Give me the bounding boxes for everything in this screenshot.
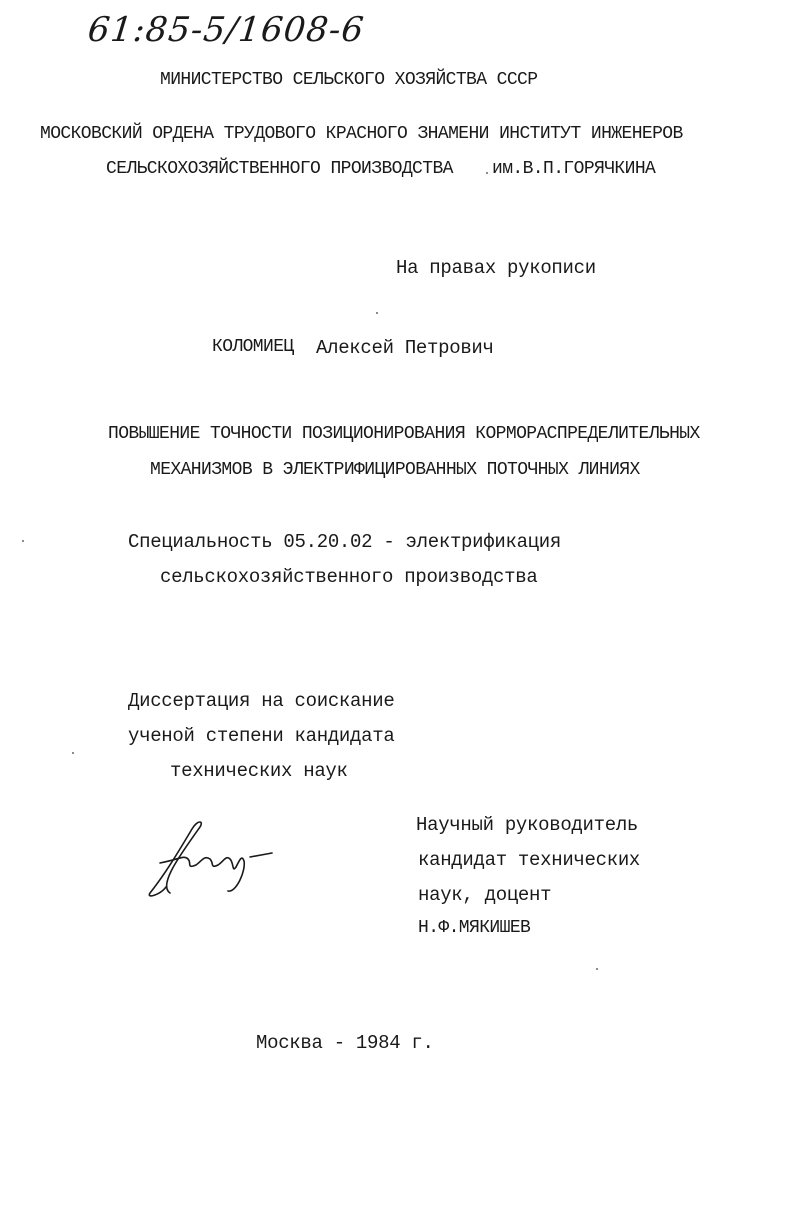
handwritten-signature [140,815,280,900]
scan-speck [22,540,24,542]
author-surname: КОЛОМИЕЦ [212,337,294,357]
ministry-heading: МИНИСТЕРСТВО СЕЛЬСКОГО ХОЗЯЙСТВА СССР [160,70,538,90]
specialty-line-1: Специальность 05.20.02 - электрификация [128,531,561,553]
manuscript-note: На правах рукописи [396,257,596,279]
archive-code: 61:85-5/1608-6 [85,10,367,50]
scan-speck [376,312,378,314]
degree-line-2: ученой степени кандидата [128,725,395,747]
supervisor-line-1: Научный руководитель [416,814,639,836]
scan-speck [486,172,488,174]
institute-line-2: СЕЛЬСКОХОЗЯЙСТВЕННОГО ПРОИЗВОДСТВА [106,159,453,179]
institute-line-1: МОСКОВСКИЙ ОРДЕНА ТРУДОВОГО КРАСНОГО ЗНАМЕНИ ИНСТИТУТ ИНЖЕНЕРОВ [40,124,683,144]
thesis-title-line-1: ПОВЫШЕНИЕ ТОЧНОСТИ ПОЗИЦИОНИРОВАНИЯ КОРМОРАСПРЕДЕЛИТЕЛЬНЫХ [108,424,700,444]
supervisor-line-2: кандидат технических [418,849,641,871]
degree-line-1: Диссертация на соискание [128,690,395,712]
author-given-names: Алексей Петрович [316,337,494,359]
thesis-title-line-2: МЕХАНИЗМОВ В ЭЛЕКТРИФИЦИРОВАННЫХ ПОТОЧНЫХ ЛИНИЯХ [150,460,640,480]
supervisor-line-3: наук, доцент [418,884,552,906]
city-year: Москва - 1984 г. [256,1032,434,1054]
scan-speck [596,968,598,970]
scan-speck [72,752,74,754]
degree-line-3: технических наук [170,760,348,782]
institute-named-after: им.В.П.ГОРЯЧКИНА [492,159,656,179]
specialty-line-2: сельскохозяйственного производства [160,566,538,588]
supervisor-name: Н.Ф.МЯКИШЕВ [418,918,531,938]
